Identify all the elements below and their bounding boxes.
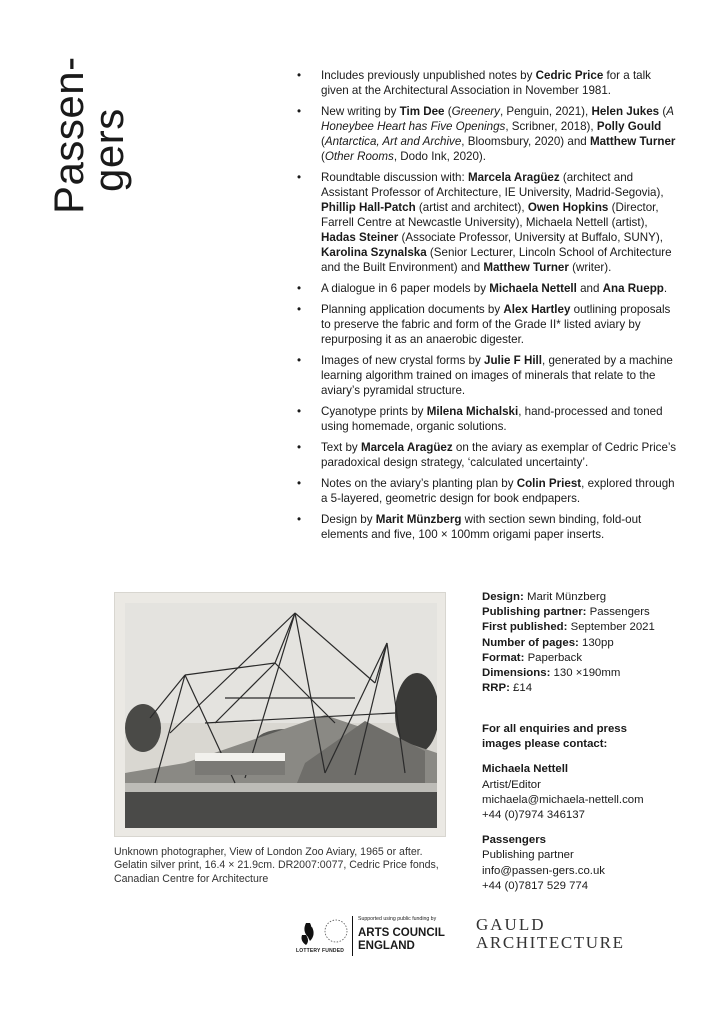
bullet-item	[297, 476, 677, 506]
text-run: .	[663, 282, 668, 295]
text-run: Roundtable discussion with:	[321, 171, 468, 184]
bullet-item	[297, 512, 677, 542]
spec-row	[482, 590, 712, 605]
spec-value: Passengers	[589, 606, 650, 619]
text-run: , explored through a 5-layered, geometric design for book endpapers.	[321, 477, 675, 505]
contact-2-email[interactable]: info@passen-gers.co.uk	[482, 864, 605, 877]
bold-name: Matthew Turner	[589, 135, 676, 148]
bold-name: Phillip Hall-Patch	[321, 201, 416, 214]
italic-title: Greenery	[451, 105, 500, 118]
spec-value: £14	[513, 682, 533, 695]
spec-row	[482, 651, 712, 666]
spec-separator: :	[520, 651, 528, 664]
text-run: , hand-processed and toned using homemade, organic solutions.	[321, 405, 663, 433]
bold-name: Ana Ruepp	[602, 282, 664, 295]
spec-value: 130pp	[582, 636, 614, 649]
spec-separator: :	[582, 606, 590, 619]
title-line-2: gers	[85, 108, 132, 192]
enquiries-block	[482, 722, 712, 894]
bold-name: Matthew Turner	[483, 261, 569, 274]
text-run: (architect and Assistant Professor of Architecture, IE University, Madrid-Segovia),	[321, 171, 664, 199]
spec-separator: :	[563, 621, 571, 634]
bold-name: Tim Dee	[399, 105, 445, 118]
text-run: , Scribner, 2018),	[505, 120, 597, 133]
spec-row	[482, 636, 712, 651]
enquiries-heading-2: images please contact:	[482, 738, 608, 751]
bullet-item	[297, 353, 677, 398]
bold-name: Cedric Price	[535, 69, 604, 82]
spec-row	[482, 605, 712, 620]
contents-list	[297, 68, 677, 548]
spec-separator: :	[546, 667, 554, 680]
text-run: (writer).	[568, 261, 612, 274]
text-run: , Bloomsbury, 2020) and	[461, 135, 590, 148]
gauld-architecture-logo	[476, 916, 625, 952]
title-line-1: Passen-	[45, 56, 92, 214]
text-run: for a talk given at the Architectural Association in November 1981.	[321, 69, 651, 97]
text-run: outlining proposals to preserve the fabric and form of the Grade II* listed aviary by repurposing it as an anaerobic digester.	[321, 303, 671, 346]
bold-name: Marcela Aragüez	[360, 441, 453, 454]
gauld-line-1: GAULD	[476, 915, 546, 934]
lottery-funded-logo	[296, 915, 352, 959]
spec-label: RRP	[482, 682, 507, 695]
spec-label: Dimensions	[482, 667, 547, 680]
text-run: (artist and architect),	[415, 201, 528, 214]
bold-name: Marcela Aragüez	[467, 171, 560, 184]
bold-name: Polly Gould	[596, 120, 662, 133]
text-run: (Senior Lecturer, Lincoln School of Architecture and the Built Environment) and	[321, 246, 672, 274]
enquiries-heading-1: For all enquiries and press	[482, 723, 627, 735]
contact-1-email[interactable]: michaela@michaela-nettell.com	[482, 793, 644, 806]
spec-value: Marit Münzberg	[526, 591, 607, 603]
italic-title: Other Rooms	[324, 150, 394, 163]
text-run: , Penguin, 2021),	[499, 105, 592, 118]
contact-1-phone: +44 (0)7974 346137	[482, 809, 585, 822]
bold-name: Owen Hopkins	[527, 201, 609, 214]
bullet-item	[297, 170, 677, 275]
text-run: Design by	[321, 513, 376, 526]
contact-2-name: Passengers	[482, 834, 546, 847]
contact-2-phone: +44 (0)7817 529 774	[482, 879, 589, 892]
spec-value: September 2021	[570, 621, 655, 634]
bullet-item	[297, 281, 677, 296]
text-run: (	[659, 105, 667, 118]
spec-label: Format	[482, 651, 521, 664]
bold-name: Marit Münzberg	[375, 513, 462, 526]
text-run: Planning application documents by	[321, 303, 504, 316]
text-run: Includes previously unpublished notes by	[321, 69, 536, 82]
bold-name: Karolina Szynalska	[321, 246, 427, 259]
text-run: , generated by a machine learning algorithm trained on images of minerals that relate to the aviary’s pyramidal structure.	[321, 354, 673, 397]
spec-separator: :	[519, 591, 527, 603]
text-run: Notes on the aviary’s planting plan by	[321, 477, 517, 490]
bold-name: Alex Hartley	[503, 303, 571, 316]
spec-separator: :	[575, 636, 583, 649]
text-run: Cyanotype prints by	[321, 405, 427, 418]
bold-name: Milena Michalski	[426, 405, 519, 418]
contact-1-role: Artist/Editor	[482, 778, 541, 791]
text-run: (Director, Farrell Centre at Newcastle University), Michaela Nettell (artist),	[321, 201, 659, 229]
bullet-item	[297, 302, 677, 347]
vertical-title	[45, 56, 132, 262]
spec-label: First published	[482, 621, 564, 634]
spec-label: Number of pages	[482, 636, 576, 649]
contact-2-role: Publishing partner	[482, 849, 574, 862]
text-run: (Associate Professor, University at Buffalo, SUNY),	[398, 231, 663, 244]
italic-title: A Honeybee Heart has Five Openings	[321, 105, 674, 133]
text-run: A dialogue in 6 paper models by	[321, 282, 490, 295]
spec-value: Paperback	[527, 651, 583, 664]
spec-label: Design	[482, 591, 520, 603]
bold-name: Helen Jukes	[591, 105, 660, 118]
contact-1-name: Michaela Nettell	[482, 763, 569, 776]
arts-council-logo	[352, 914, 454, 958]
text-run: (	[321, 150, 325, 163]
italic-title: Antarctica, Art and Archive	[324, 135, 462, 148]
spec-row	[482, 620, 712, 635]
text-run: New writing by	[321, 105, 400, 118]
spec-row	[482, 681, 712, 696]
text-run: (	[321, 135, 325, 148]
text-run: and	[576, 282, 603, 295]
arts-council-small-text: Supported using public funding by	[358, 916, 437, 922]
spec-value: 130 ×190mm	[553, 667, 621, 680]
bold-name: Colin Priest	[516, 477, 582, 490]
aviary-photograph	[114, 592, 446, 837]
gauld-line-2: ARCHITECTURE	[476, 933, 625, 952]
bold-name: Julie F Hill	[484, 354, 542, 367]
lottery-funded-text: LOTTERY FUNDED	[296, 948, 345, 954]
text-run: (	[444, 105, 452, 118]
photo-caption: Unknown photographer, View of London Zoo Aviary, 1965 or after. Gelatin silver print, 16.4 × 21.9cm. DR2007:0077, Cedric Price fonds, Canadian Centre for Architecture	[114, 846, 439, 885]
text-run: on the aviary as exemplar of Cedric Price’s paradoxical design strategy, ‘calculated uncertainty’.	[321, 441, 677, 469]
text-run: Images of new crystal forms by	[321, 354, 485, 367]
publication-specs	[482, 590, 712, 696]
bullet-item	[297, 104, 677, 164]
spec-row	[482, 666, 712, 681]
text-run: Text by	[321, 441, 361, 454]
text-run: with section sewn binding, fold-out elements and five, 100 × 100mm origami paper inserts.	[321, 513, 642, 541]
spec-separator: :	[506, 682, 514, 695]
text-run: , Dodo Ink, 2020).	[393, 150, 486, 163]
arts-council-line-2: ENGLAND	[358, 940, 415, 952]
arts-council-line-1: ARTS COUNCIL	[358, 927, 445, 939]
bullet-item	[297, 68, 677, 98]
spec-label: Publishing partner	[482, 606, 583, 619]
bullet-item	[297, 440, 677, 470]
bold-name: Hadas Steiner	[321, 231, 399, 244]
bold-name: Michaela Nettell	[489, 282, 577, 295]
bullet-item	[297, 404, 677, 434]
